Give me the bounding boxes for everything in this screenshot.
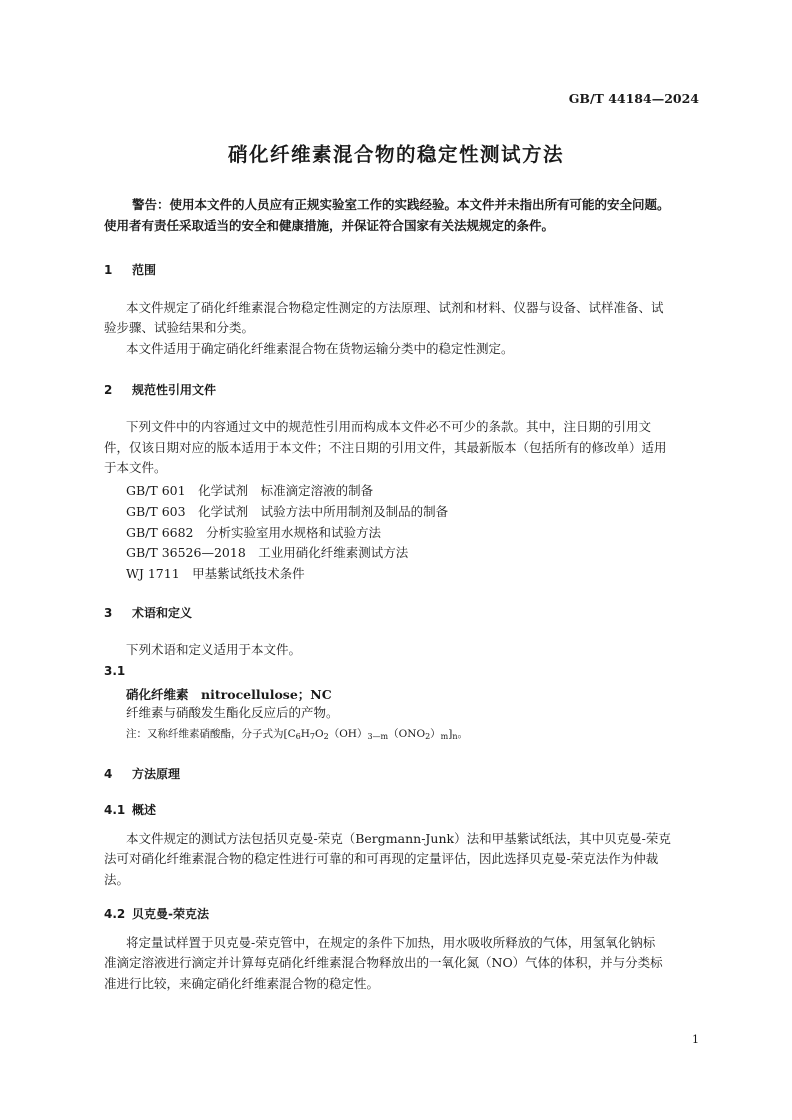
bergmann-junk-line-3: 准进行比较，来确定硝化纤维素混合物的稳定性。 (104, 976, 380, 991)
scope-para-1-line-1: 本文件规定了硝化纤维素混合物稳定性测定的方法原理、试剂和材料、仪器与设备、试样准备、试 (126, 300, 664, 315)
reference-name: 化学试剂 标准滴定溶液的制备 (198, 483, 374, 498)
reference-item (126, 543, 408, 561)
page-number: 1 (692, 1033, 699, 1046)
references-intro-line-2: 件，仅该日期对应的版本适用于本文件；不注日期的引用文件，其最新版本（包括所有的修改单）适用 (104, 440, 667, 455)
reference-item (126, 523, 381, 541)
section-title: 方法原理 (132, 767, 181, 781)
term-chinese: 硝化纤维素 (126, 687, 189, 702)
scope-para-2: 本文件适用于确定硝化纤维素混合物在货物运输分类中的稳定性测定。 (126, 341, 514, 356)
reference-code: GB/T 603 (126, 504, 186, 519)
reference-item (126, 564, 305, 582)
term-entry (126, 685, 332, 703)
section-number: 3 (104, 606, 113, 620)
reference-code: GB/T 6682 (126, 525, 194, 540)
warning-line-2: 使用者有责任采取适当的安全和健康措施，并保证符合国家有关法规规定的条件。 (104, 218, 555, 233)
warning-line-1: 警告：使用本文件的人员应有正规实验室工作的实践经验。本文件并未指出所有可能的安全问题。 (132, 197, 670, 212)
standard-number: GB/T 44184—2024 (568, 91, 699, 106)
term-note: 注：又称纤维素硝酸酯，分子式为$[C_6H_7O_2(OH)_{3—m}(ONO_2)_m]_n$。 (126, 728, 469, 741)
section-heading-terms (104, 604, 192, 621)
section-heading-references (104, 381, 216, 398)
subsection-number: 4.1 (104, 803, 126, 817)
reference-code: GB/T 36526—2018 (126, 545, 246, 560)
references-intro-line-1: 下列文件中的内容通过文中的规范性引用而构成本文件必不可少的条款。其中，注日期的引用文 (126, 419, 652, 434)
subsection-title: 贝克曼-荣克法 (132, 907, 209, 921)
reference-name: 化学试剂 试验方法中所用制剂及制品的制备 (198, 504, 449, 519)
reference-code: GB/T 601 (126, 483, 186, 498)
section-heading-scope (104, 261, 156, 278)
document-title: 硝化纤维素混合物的稳定性测试方法 (227, 143, 564, 166)
section-number: 4 (104, 767, 113, 781)
subsection-number: 4.2 (104, 907, 126, 921)
reference-item (126, 481, 373, 499)
section-number: 2 (104, 383, 113, 397)
overview-line-1: 本文件规定的测试方法包括贝克曼-荣克（Bergmann-Junk）法和甲基紫试纸法，其中贝克曼-荣克 (126, 831, 671, 846)
bergmann-junk-line-1: 将定量试样置于贝克曼-荣克管中，在规定的条件下加热，用水吸收所释放的气体，用氢氧化钠标 (126, 935, 656, 950)
reference-item (126, 502, 448, 520)
reference-name: 甲基紫试纸技术条件 (192, 566, 305, 581)
terms-intro: 下列术语和定义适用于本文件。 (126, 642, 302, 657)
overview-line-3: 法。 (104, 872, 130, 887)
references-intro-line-3: 于本文件。 (104, 460, 167, 475)
overview-line-2: 法可对硝化纤维素混合物的稳定性进行可靠的和可再现的定量评估，因此选择贝克曼-荣克法作为仲裁 (104, 851, 659, 866)
reference-name: 分析实验室用水规格和试验方法 (206, 525, 382, 540)
reference-code: WJ 1711 (126, 566, 180, 581)
term-definition: 纤维素与硝酸发生酯化反应后的产物。 (126, 705, 339, 720)
bergmann-junk-line-2: 准滴定溶液进行滴定并计算每克硝化纤维素混合物释放出的一氧化氮（NO）气体的体积，并与分类标 (104, 955, 663, 970)
reference-name: 工业用硝化纤维素测试方法 (258, 545, 409, 560)
term-number: 3.1 (104, 664, 126, 678)
section-title: 规范性引用文件 (132, 383, 217, 397)
term-english: nitrocellulose；NC (201, 687, 332, 702)
scope-para-1-line-2: 验步骤、试验结果和分类。 (104, 320, 255, 335)
section-title: 范围 (132, 263, 157, 277)
section-heading-principle (104, 765, 180, 782)
section-title: 术语和定义 (132, 606, 193, 620)
subsection-heading-overview (104, 801, 156, 818)
subsection-heading-bergmann-junk (104, 905, 209, 922)
subsection-title: 概述 (132, 803, 157, 817)
section-number: 1 (104, 263, 113, 277)
